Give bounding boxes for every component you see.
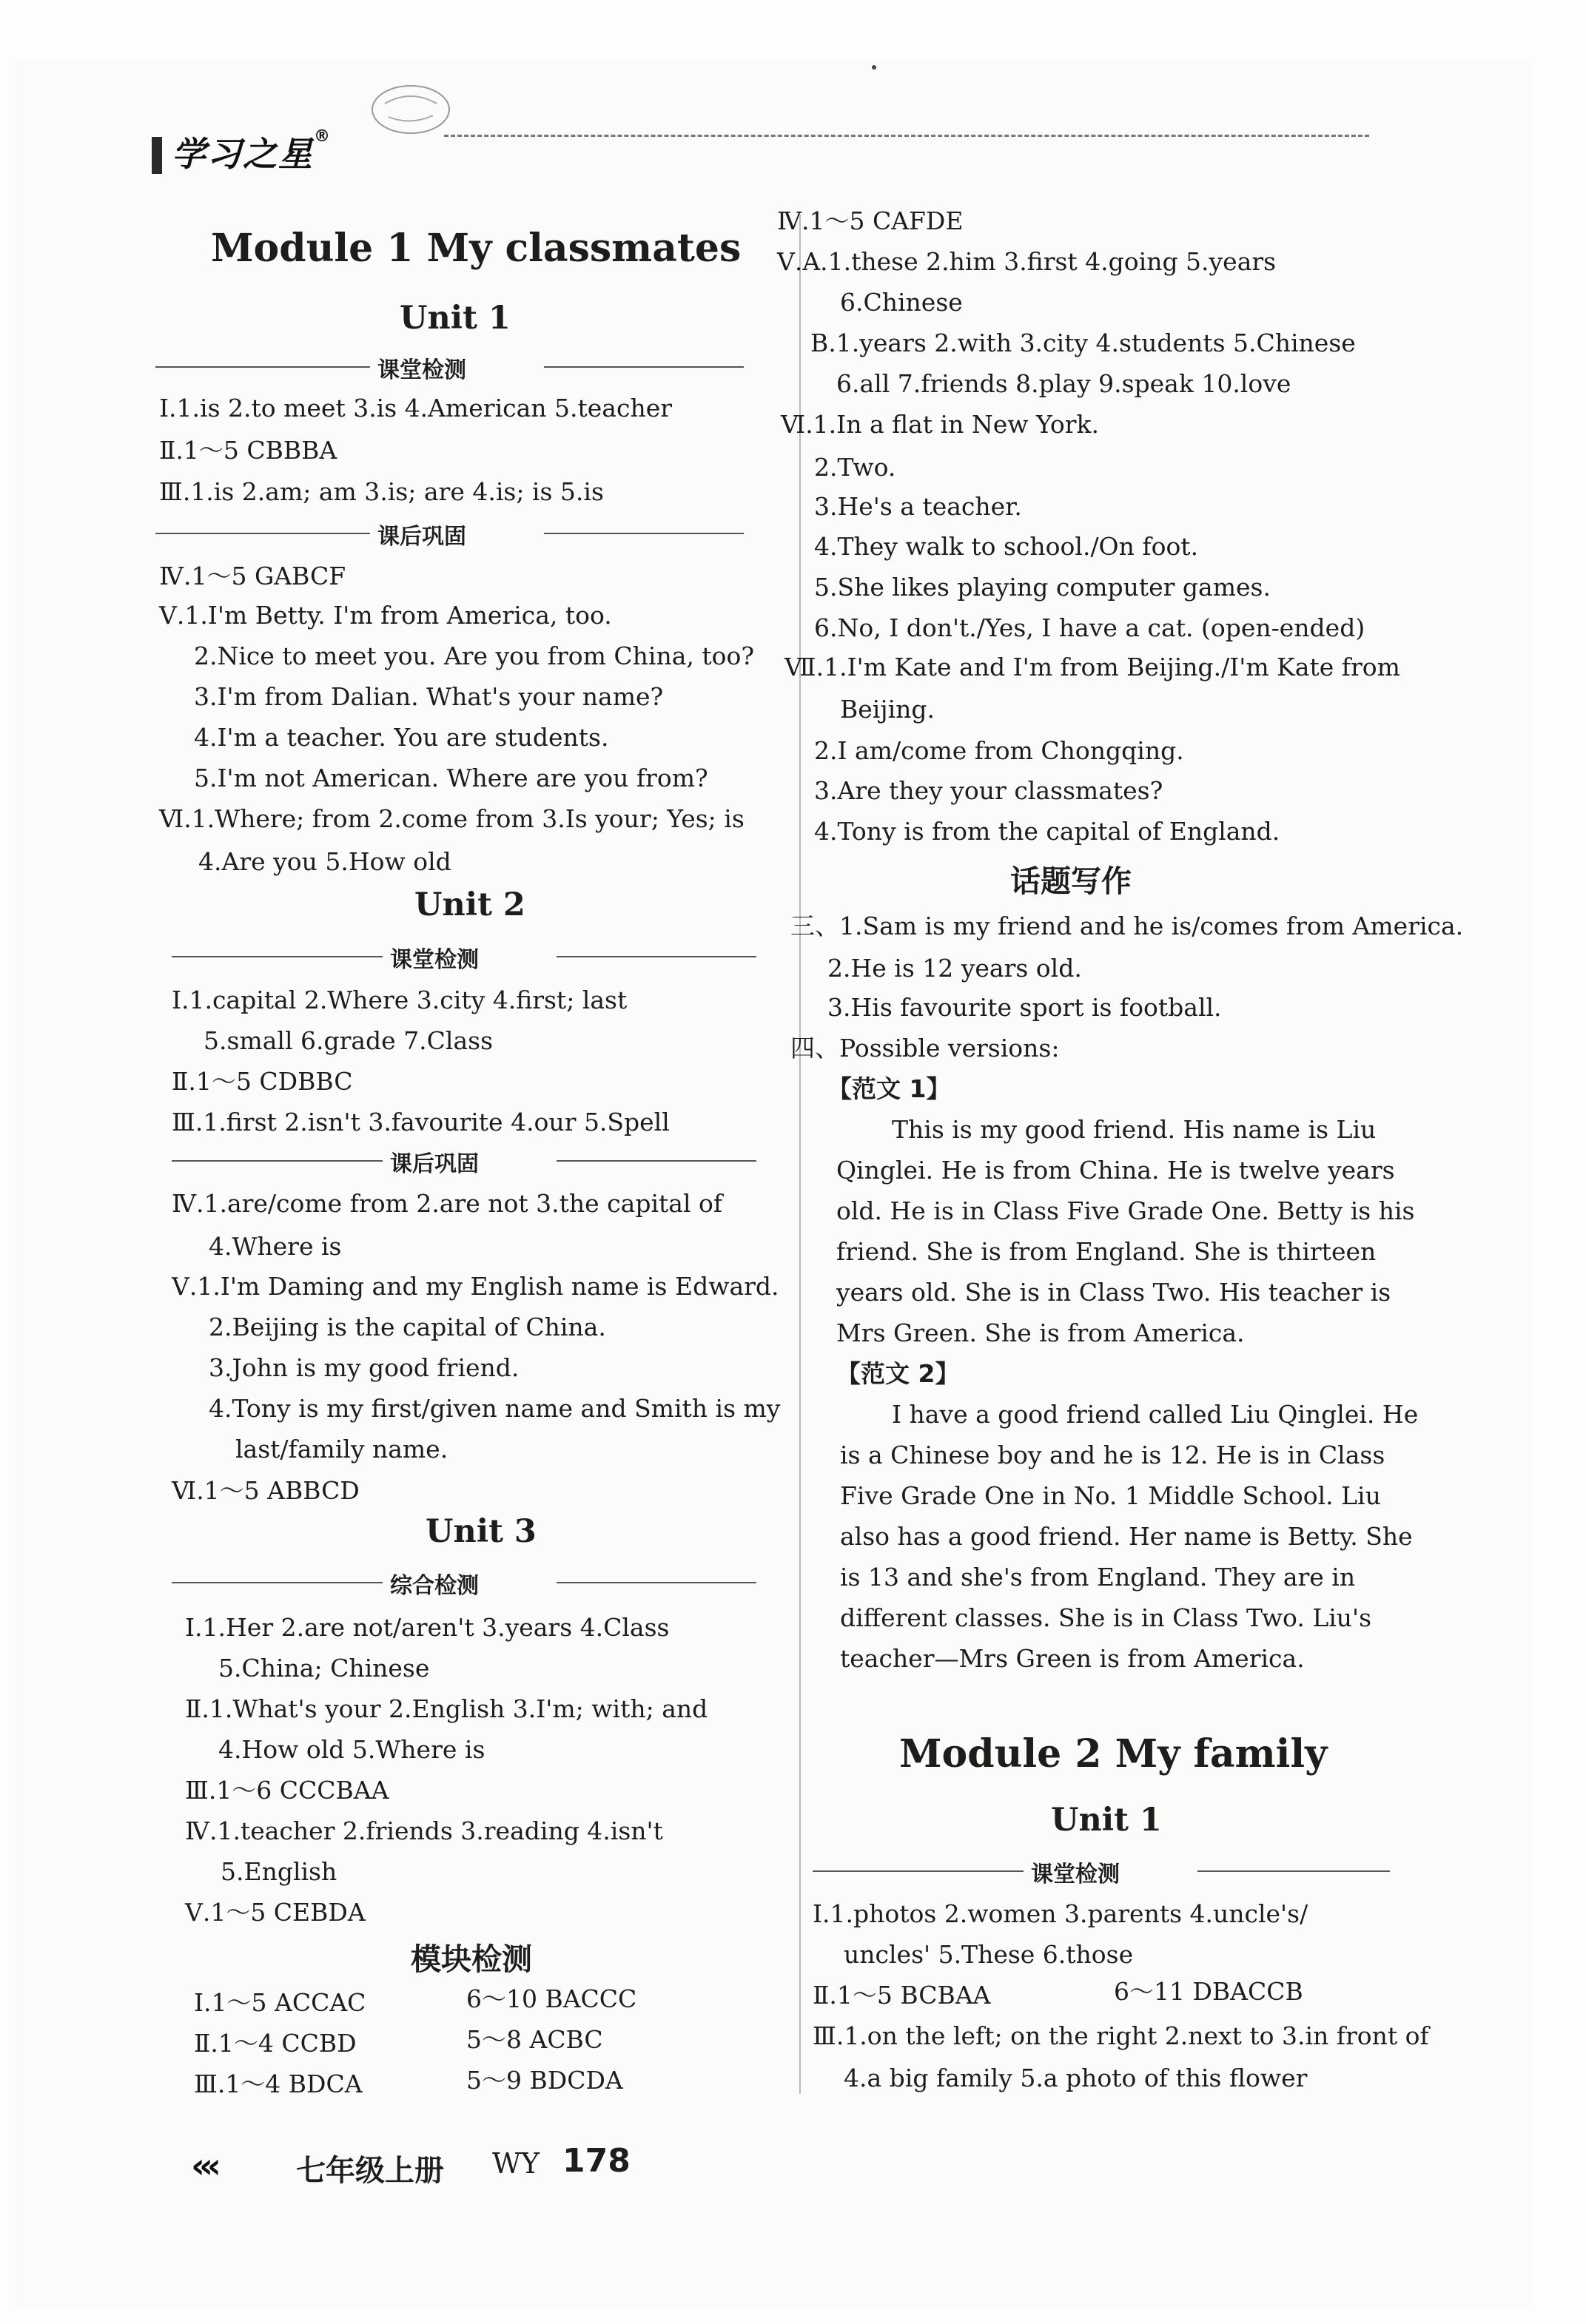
answer-line: 三、1.Sam is my friend and he is/comes from America. [790, 912, 1464, 940]
sample-label: 【范文 2】 [836, 1359, 960, 1388]
answer-line: Ⅱ.1～5 CBBBA [159, 436, 337, 465]
rule-left [813, 1870, 1024, 1872]
answer-line: Ⅴ.1.I'm Betty. I'm from America, too. [159, 601, 612, 630]
answer-line: 5.small 6.grade 7.Class [204, 1026, 494, 1055]
header-bar [152, 137, 162, 174]
answer-line: 4.Where is [209, 1232, 342, 1261]
answer-line: 5～8 ACBC [466, 2025, 603, 2054]
answer-line: 4.I'm a teacher. You are students. [194, 723, 609, 752]
answer-line: 2.He is 12 years old. [827, 954, 1082, 983]
rule-left [155, 366, 370, 368]
answer-line: B.1.years 2.with 3.city 4.students 5.Chinese [810, 329, 1356, 357]
answer-line: 4.Are you 5.How old [198, 847, 451, 876]
section-label: 课后巩固 [390, 1151, 479, 1177]
answer-line: 4.They walk to school./On foot. [814, 532, 1199, 561]
essay-line: different classes. She is in Class Two. Liu's [840, 1603, 1372, 1632]
answer-line: Ⅶ.1.I'm Kate and I'm from Beijing./I'm Kate from [784, 653, 1400, 681]
footer-edition: WY [492, 2147, 540, 2180]
speck [872, 65, 876, 70]
section-kehou [155, 518, 744, 548]
answer-line: Ⅰ.1.Her 2.are not/aren't 3.years 4.Class [185, 1613, 670, 1642]
answer-line: last/family name. [235, 1435, 448, 1464]
answer-line: 4.a big family 5.a photo of this flower [844, 2064, 1308, 2092]
brand-logo: 学习之星® [172, 127, 332, 174]
answer-line: 5.I'm not American. Where are you from? [194, 764, 708, 792]
module2-title: Module 2 My family [899, 1731, 1328, 1776]
answer-line: 6～10 BACCC [466, 1984, 637, 2013]
answer-line: 3.I'm from Dalian. What's your name? [194, 682, 664, 711]
section-ketang [155, 351, 744, 381]
rule-right [557, 1160, 756, 1162]
answer-line: Ⅰ.1.is 2.to meet 3.is 4.American 5.teacher [159, 394, 673, 422]
section-label: 课堂检测 [377, 357, 466, 383]
answer-line: Ⅴ.A.1.these 2.him 3.first 4.going 5.years [777, 247, 1277, 276]
rule-right [557, 956, 756, 957]
column-divider [799, 215, 801, 2094]
answer-line: Ⅵ.1.In a flat in New York. [781, 410, 1100, 439]
sample-label: 【范文 1】 [827, 1074, 951, 1103]
rule-right [557, 1582, 756, 1583]
answer-line: 2.Two. [814, 453, 896, 482]
answer-line: 5.English [221, 1857, 337, 1886]
answer-line: 3.John is my good friend. [209, 1353, 520, 1382]
answer-line: uncles' 5.These 6.those [844, 1940, 1134, 1969]
essay-line: Mrs Green. She is from America. [836, 1318, 1245, 1347]
section-label: 课后巩固 [377, 524, 466, 550]
answer-line: 3.He's a teacher. [814, 492, 1022, 521]
answer-line: 2.Nice to meet you. Are you from China, too? [194, 641, 755, 670]
essay-line: also has a good friend. Her name is Betty. She [840, 1522, 1413, 1551]
answer-line: 6.No, I don't./Yes, I have a cat. (open-ended) [814, 613, 1365, 642]
answer-line: 6.all 7.friends 8.play 9.speak 10.love [836, 369, 1291, 398]
essay-line: This is my good friend. His name is Liu [892, 1115, 1377, 1144]
answer-line: 5～9 BDCDA [466, 2066, 623, 2095]
essay-line: Qinglei. He is from China. He is twelve years [836, 1156, 1395, 1185]
answer-line: Ⅱ.1～5 BCBAA [813, 1981, 991, 2010]
answer-line: Beijing. [840, 695, 935, 724]
rule-left [172, 1160, 383, 1162]
answer-line: 3.Are they your classmates? [814, 776, 1163, 805]
answer-line: 6.Chinese [840, 288, 963, 317]
answer-line: Ⅲ.1.is 2.am; am 3.is; are 4.is; is 5.is [159, 477, 604, 506]
footer-arrows-icon: ‹‹‹ [191, 2146, 215, 2186]
answer-line: Ⅴ.1～5 CEBDA [185, 1898, 366, 1927]
answer-line: Ⅰ.1.capital 2.Where 3.city 4.first; last [172, 986, 628, 1014]
essay-line: I have a good friend called Liu Qinglei. He [892, 1400, 1419, 1429]
section-ketang [813, 1856, 1390, 1885]
answer-line: Ⅳ.1～5 GABCF [159, 562, 346, 590]
answer-line: Ⅴ.1.I'm Daming and my English name is Edward. [172, 1272, 779, 1301]
essay-line: years old. She is in Class Two. His teacher is [836, 1278, 1391, 1307]
unit3-heading: Unit 3 [426, 1513, 537, 1550]
stamp-icon [355, 74, 466, 141]
section-label: 综合检测 [390, 1573, 479, 1599]
rule-right [1197, 1870, 1390, 1872]
header-dashed-rule [444, 135, 1369, 137]
section-label: 课堂检测 [390, 947, 479, 973]
answer-line: 四、Possible versions: [790, 1034, 1060, 1062]
section-kehou [172, 1145, 756, 1175]
page-number: 178 [562, 2142, 631, 2180]
rule-left [155, 533, 370, 534]
answer-line: Ⅳ.1.teacher 2.friends 3.reading 4.isn't [185, 1816, 663, 1845]
answer-line: Ⅱ.1～5 CDBBC [172, 1067, 353, 1096]
answer-line: 4.Tony is my first/given name and Smith is my [209, 1394, 781, 1423]
unit2-heading: Unit 2 [414, 886, 525, 923]
rule-left [172, 1582, 383, 1583]
essay-line: teacher—Mrs Green is from America. [840, 1644, 1305, 1673]
unit1-heading: Unit 1 [400, 300, 511, 337]
essay-line: Five Grade One in No. 1 Middle School. Liu [840, 1481, 1381, 1510]
rule-right [544, 533, 744, 534]
answer-line: 5.She likes playing computer games. [814, 573, 1271, 602]
answer-line: 3.His favourite sport is football. [827, 993, 1222, 1022]
section-ketang [172, 941, 756, 971]
answer-line: 2.I am/come from Chongqing. [814, 736, 1184, 765]
answer-line: Ⅲ.1.first 2.isn't 3.favourite 4.our 5.Spell [172, 1108, 670, 1136]
essay-line: is a Chinese boy and he is 12. He is in Class [840, 1441, 1385, 1469]
footer-grade: 七年级上册 [296, 2154, 444, 2188]
essay-line: is 13 and she's from England. They are in [840, 1563, 1356, 1592]
answer-line: Ⅵ.1～5 ABBCD [172, 1476, 360, 1505]
answer-line: Ⅱ.1～4 CCBD [194, 2029, 357, 2058]
module1-title: Module 1 My classmates [211, 226, 742, 271]
answer-line: 6～11 DBACCB [1114, 1977, 1303, 2006]
answer-line: Ⅵ.1.Where; from 2.come from 3.Is your; Yes; is [159, 804, 745, 833]
answer-line: 5.China; Chinese [218, 1654, 430, 1683]
unit1-heading: Unit 1 [1051, 1802, 1162, 1839]
topic-writing-heading: 话题写作 [1010, 863, 1132, 899]
answer-line: Ⅰ.1.photos 2.women 3.parents 4.uncle's/ [813, 1899, 1308, 1928]
answer-line: Ⅳ.1～5 CAFDE [777, 206, 964, 235]
rule-left [172, 956, 383, 957]
answer-line: Ⅳ.1.are/come from 2.are not 3.the capital of [172, 1189, 723, 1218]
answer-line: Ⅲ.1～4 BDCA [194, 2069, 363, 2098]
module-test-heading: 模块检测 [411, 1941, 532, 1977]
answer-line: Ⅲ.1.on the left; on the right 2.next to 3.in front of [813, 2021, 1429, 2050]
answer-line: Ⅲ.1～6 CCCBAA [185, 1776, 389, 1805]
answer-line: 4.Tony is from the capital of England. [814, 817, 1280, 846]
essay-line: friend. She is from England. She is thirteen [836, 1237, 1377, 1266]
rule-right [544, 366, 744, 368]
answer-line: Ⅱ.1.What's your 2.English 3.I'm; with; and [185, 1694, 708, 1723]
section-label: 课堂检测 [1031, 1862, 1120, 1887]
section-zonghe [172, 1567, 756, 1597]
essay-line: old. He is in Class Five Grade One. Betty is his [836, 1196, 1415, 1225]
answer-line: 2.Beijing is the capital of China. [209, 1313, 606, 1341]
answer-line: Ⅰ.1～5 ACCAC [194, 1988, 366, 2017]
answer-line: 4.How old 5.Where is [218, 1735, 485, 1764]
